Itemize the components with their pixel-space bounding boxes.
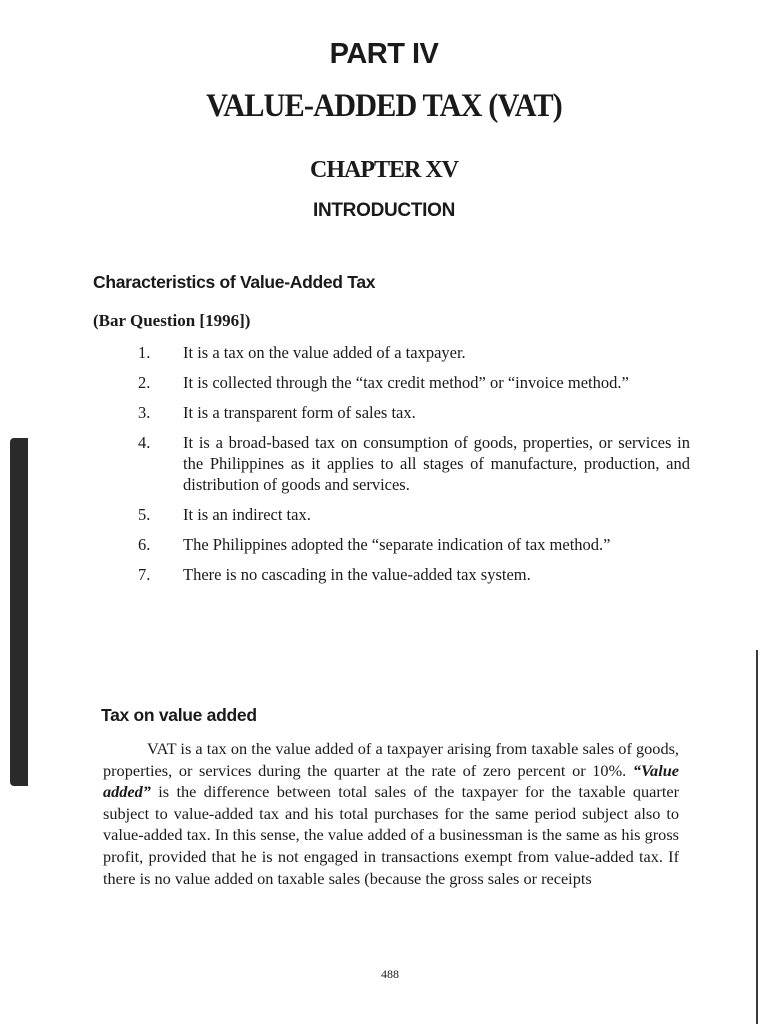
chapter-heading: CHAPTER XV (309, 157, 458, 183)
list-item-text: There is no cascading in the value-added tax system. (183, 565, 531, 584)
list-item (100, 432, 690, 495)
list-item (100, 504, 690, 525)
characteristics-list (100, 342, 690, 594)
list-item-number: 3. (138, 403, 151, 422)
part-heading: PART IV (329, 38, 439, 70)
list-item-number: 1. (138, 343, 151, 362)
bar-question-reference: (Bar Question [1996]) (93, 311, 251, 330)
section-heading-tax-on-value-added: Tax on value added (101, 705, 257, 725)
list-item-text: The Philippines adopted the “separate indication of tax method.” (183, 535, 611, 554)
scan-binding-shadow (10, 438, 28, 786)
list-item (100, 402, 690, 423)
list-item-number: 4. (138, 433, 151, 452)
list-item (100, 342, 690, 363)
list-item-number: 5. (138, 505, 151, 524)
list-item-text: It is collected through the “tax credit method” or “invoice method.” (183, 373, 629, 392)
section-heading-characteristics: Characteristics of Value-Added Tax (93, 272, 376, 292)
vat-paragraph (103, 738, 679, 889)
paragraph-text-end: is the difference between total sales of the taxpayer for the taxable quarter subject to value-added tax and his total purchases for the same period subject also to value-added tax. In this sense, the value added of a businessman is the same as his gross profit, provided that he is not engaged in transactions exempt from value-added tax. If there is no value added on taxable sales (because the gross sales or receipts (103, 782, 679, 888)
list-item-number: 2. (138, 373, 151, 392)
part-title: VALUE-ADDED TAX (VAT) (206, 88, 562, 124)
list-item-number: 7. (138, 565, 151, 584)
list-item-text: It is an indirect tax. (183, 505, 311, 524)
value-added-term: “Value added” (103, 760, 679, 802)
list-item (100, 564, 690, 585)
list-item-text: It is a broad-based tax on consumption of goods, properties, or services in the Philippines as it applies to all stages of manufacture, production, and distribution of goods and services. (183, 433, 690, 494)
list-item (100, 372, 690, 393)
chapter-title: INTRODUCTION (312, 200, 456, 221)
page-number: 488 (381, 967, 399, 981)
list-item (100, 534, 690, 555)
list-item-text: It is a transparent form of sales tax. (183, 403, 416, 422)
list-item-text: It is a tax on the value added of a taxpayer. (183, 343, 466, 362)
list-item-number: 6. (138, 535, 151, 554)
paragraph-text-start: VAT is a tax on the value added of a taxpayer arising from taxable sales of goods, properties, or services during the quarter at the rate of zero percent or 10%. (103, 739, 679, 780)
